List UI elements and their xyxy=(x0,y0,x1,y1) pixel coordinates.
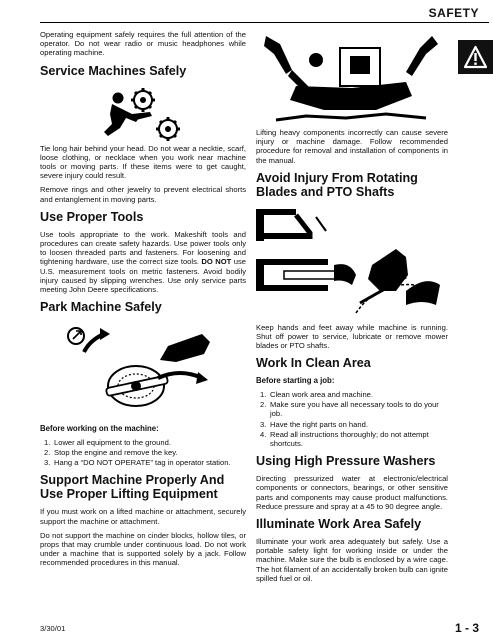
service-text-1: Tie long hair behind your head. Do not wear a necktie, scarf, loose clothing, or necklace when you work near machine tools or moving parts. If these items were to get caught, severe injury could result. xyxy=(40,143,246,181)
hand-icon xyxy=(160,334,210,362)
clean-subheading: Before starting a job: xyxy=(256,376,335,386)
support-text-1: If you must work on a lifted machine or attachment, securely support the machine or attachment. xyxy=(40,507,246,526)
park-subheading: Before working on the machine: xyxy=(40,424,159,434)
blades-text: Keep hands and feet away while machine is running. Shut off power to service, lubricate or remove mower blades or PTO shafts. xyxy=(256,322,448,351)
tools-heading: Use Proper Tools xyxy=(40,209,144,224)
page-number: 1 - 3 xyxy=(454,621,479,635)
warning-tab xyxy=(458,40,493,74)
illuminate-heading: Illuminate Work Area Safely xyxy=(256,516,422,531)
tools-text-a: Use tools appropriate to the work. Makeshift tools and procedures can create safety hazards. Use power tools only to loosen threaded parts and fasteners. For loosening and tightening hardware, use the correct size tools. xyxy=(40,229,246,267)
list-item xyxy=(40,448,246,457)
support-text-2: Do not support the machine on cinder blocks, hollow tiles, or props that may crumble under continuous load. Do not work under a machine that is supported solely by a jack. Follow recommended procedures in this manual. xyxy=(40,530,246,568)
washers-heading: Using High Pressure Washers xyxy=(256,454,436,469)
list-item xyxy=(256,400,448,418)
step-number: 3. xyxy=(44,458,51,468)
clean-heading: Work In Clean Area xyxy=(256,356,371,371)
washers-text: Directing pressurized water at electronic/electrical components or connectors, bearings, or other sensitive parts and components may cause product malfunctions. Reduce pressure and spray at a 45 to 90 degree angle. xyxy=(256,474,448,511)
lifting-hazard-figure xyxy=(256,30,448,128)
service-text-2: Remove rings and other jewelry to prevent electrical shorts and entanglement in moving parts. xyxy=(40,185,246,204)
left-column xyxy=(40,30,246,573)
service-gears-figure xyxy=(40,84,246,144)
support-heading: Support Machine Properly And Use Proper Lifting Equipment xyxy=(40,473,225,502)
remove-key-figure xyxy=(40,320,246,424)
intro-text: Operating equipment safely requires the full attention of the operator. Do not wear radio or music headphones while operating machine. xyxy=(40,30,246,58)
clean-steps xyxy=(256,390,448,448)
step-text: Make sure you have all necessary tools to do your job. xyxy=(270,400,439,419)
tools-text-b: use U.S. measurement tools on metric fasteners. Avoid bodily injury caused by slipping wrenches. Use only service parts meeting John Deere specifications. xyxy=(40,257,246,295)
list-item xyxy=(256,430,448,448)
step-text: Have the right parts on hand. xyxy=(270,419,368,429)
park-heading: Park Machine Safely xyxy=(40,300,162,315)
step-number: 2. xyxy=(44,447,51,457)
park-steps xyxy=(40,438,246,468)
step-text: Lower all equipment to the ground. xyxy=(54,437,171,447)
step-number: 1. xyxy=(44,437,51,447)
list-item xyxy=(256,420,448,429)
step-text: Stop the engine and remove the key. xyxy=(54,447,178,457)
key-icon xyxy=(68,328,84,344)
step-text: Hang a “DO NOT OPERATE” tag in operator station. xyxy=(54,458,231,468)
rotating-blades-figure xyxy=(256,205,448,323)
step-number: 1. xyxy=(260,389,267,399)
blade-icon xyxy=(356,277,440,313)
gear-icon xyxy=(131,88,155,112)
tools-text xyxy=(40,230,246,294)
page-footer xyxy=(40,621,479,635)
step-text: Clean work area and machine. xyxy=(270,389,373,399)
right-column xyxy=(256,30,448,588)
section-title: SAFETY xyxy=(428,6,479,20)
mower-blade-hazard-icon xyxy=(256,259,356,291)
step-number: 2. xyxy=(260,400,267,410)
heavy-box-icon xyxy=(340,48,380,86)
footer-date: 3/30/01 xyxy=(40,624,66,633)
illuminate-text: Illuminate your work area adequately but safely. Use a portable safety light for working inside or under the machine. Make sure the bulb is enclosed by a wire cage. The hot filament of an accidentally broken bulb can ignite spilled fuel or oil. xyxy=(256,536,448,583)
ignition-switch-icon xyxy=(106,366,168,406)
tools-text-bold: DO NOT xyxy=(201,257,232,267)
step-number: 4. xyxy=(260,429,267,439)
list-item xyxy=(40,458,246,467)
header-rule xyxy=(40,22,489,23)
list-item xyxy=(256,390,448,399)
list-item xyxy=(40,438,246,447)
service-heading: Service Machines Safely xyxy=(40,63,187,78)
step-text: Read all instructions thoroughly; do not attempt shortcuts. xyxy=(270,429,429,448)
gear-icon xyxy=(156,117,180,141)
lifting-text: Lifting heavy components incorrectly can cause severe injury or machine damage. Follow recommended procedure for removal and installation of components in the manual. xyxy=(256,128,448,165)
pto-shaft-hazard-icon xyxy=(256,209,326,241)
step-number: 3. xyxy=(260,419,267,429)
warning-triangle-icon xyxy=(463,45,488,69)
blades-heading: Avoid Injury From Rotating Blades and PTO Shafts xyxy=(256,170,418,199)
